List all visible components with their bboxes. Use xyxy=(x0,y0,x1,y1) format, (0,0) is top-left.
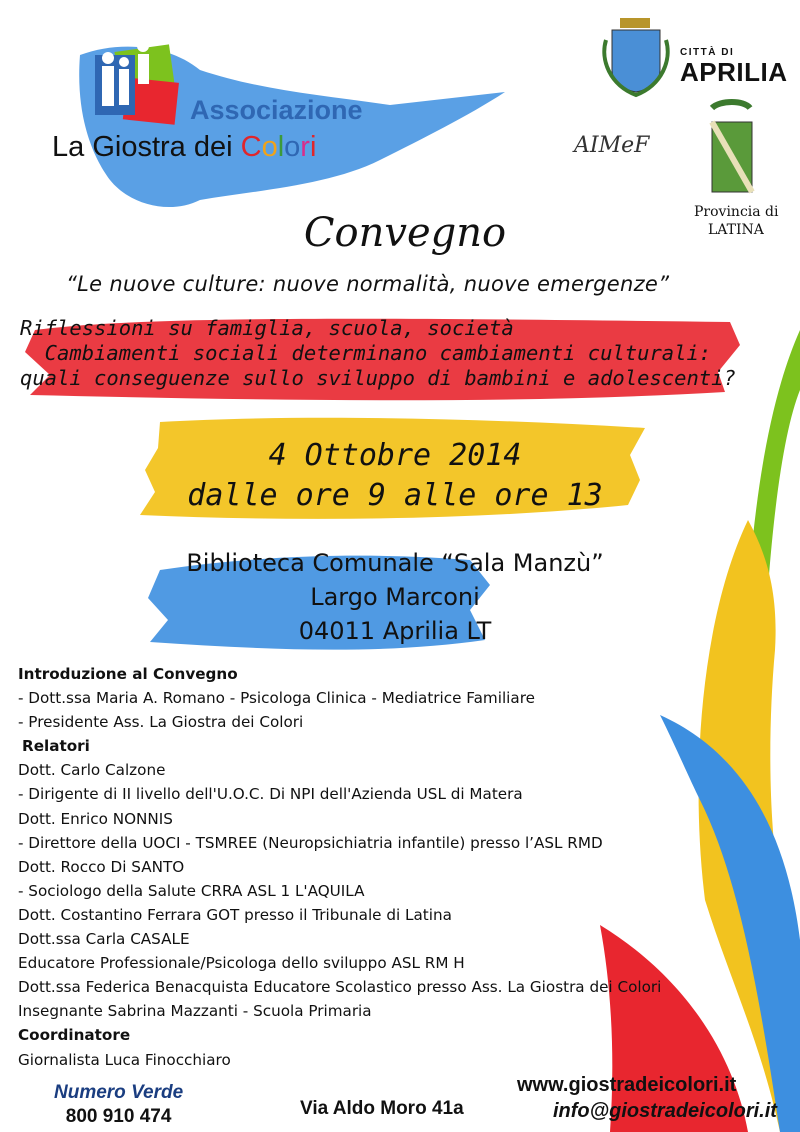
venue-street: Largo Marconi xyxy=(310,583,480,611)
event-subtitle: “Le nuove culture: nuove normalità, nuove emergenze” xyxy=(66,272,670,296)
event-venue xyxy=(0,546,790,648)
city-name: APRILIA xyxy=(680,57,788,87)
program-line: Educatore Professionale/Psicologa dello sviluppo ASL RM H xyxy=(18,954,465,973)
program-line: Insegnante Sabrina Mazzanti - Scuola Primaria xyxy=(18,1002,372,1021)
program-line: Dott.ssa Federica Benacquista Educatore Scolastico presso Ass. La Giostra dei Colori xyxy=(18,978,662,997)
program-line: Giornalista Luca Finocchiaro xyxy=(18,1050,231,1069)
logo-letter: C xyxy=(240,131,262,163)
program-line: - Sociologo della Salute CRRA ASL 1 L'AQUILA xyxy=(18,881,365,900)
program-heading: Relatori xyxy=(22,737,90,756)
program-line: Dott. Costantino Ferrara GOT presso il Tribunale di Latina xyxy=(18,905,452,924)
program-line: Dott. Enrico NONNIS xyxy=(18,809,173,828)
footer-address: Via Aldo Moro 41a xyxy=(300,1098,464,1119)
program-line: Dott. Rocco Di SANTO xyxy=(18,857,185,876)
city-label-small: CITTÀ DI xyxy=(680,47,735,58)
province-name: LATINA xyxy=(708,222,764,238)
reflection-line: quali conseguenze sullo sviluppo di bambini e adolescenti? xyxy=(20,366,736,390)
logo-letter: o xyxy=(284,131,301,163)
event-reflections xyxy=(20,316,736,391)
logo-figures-icon xyxy=(95,40,179,125)
logo-letter: i xyxy=(309,131,317,163)
aime-logo: AIMeF xyxy=(574,133,650,158)
logo-letter: o xyxy=(261,131,278,163)
reflection-line: Cambiamenti sociali determinano cambiamenti culturali: xyxy=(20,341,712,365)
logo-association-label: Associazione xyxy=(190,95,363,125)
event-date: 4 Ottobre 2014 xyxy=(268,438,522,473)
program-line: - Direttore della UOCI - TSMREE (Neuropsichiatria infantile) presso l’ASL RMD xyxy=(18,833,603,852)
logo-letter: l xyxy=(277,131,285,163)
program-list xyxy=(18,662,661,1072)
province-crest-icon xyxy=(712,102,752,192)
aprilia-crest-icon xyxy=(604,18,667,95)
program-line: Dott. Carlo Calzone xyxy=(18,761,166,780)
program-line: - Dott.ssa Maria A. Romano - Psicologa Clinica - Mediatrice Familiare xyxy=(18,689,535,708)
event-heading: Convegno xyxy=(303,210,507,256)
footer-website-link[interactable]: www.giostradeicolori.it xyxy=(517,1074,737,1096)
logo-letter: r xyxy=(300,131,310,163)
footer-email-link[interactable]: info@giostradeicolori.it xyxy=(553,1100,777,1122)
phone-number[interactable]: 800 910 474 xyxy=(65,1106,172,1127)
program-heading: Introduzione al Convegno xyxy=(18,665,238,683)
phone-label: Numero Verde xyxy=(54,1082,184,1103)
logo-prefix: La Giostra dei xyxy=(52,131,241,163)
program-line: - Presidente Ass. La Giostra dei Colori xyxy=(18,713,304,732)
program-line: - Dirigente di II livello dell'U.O.C. Di NPI dell'Azienda USL di Matera xyxy=(18,785,523,804)
footer-phone xyxy=(54,1081,183,1129)
province-label: Provincia di xyxy=(694,204,779,220)
event-time: dalle ore 9 alle ore 13 xyxy=(187,478,603,513)
reflection-line: Riflessioni su famiglia, scuola, società xyxy=(20,316,514,340)
logo-giostra-label xyxy=(52,131,316,164)
event-date-block xyxy=(0,436,790,516)
venue-name: Biblioteca Comunale “Sala Manzù” xyxy=(186,549,604,577)
venue-city: 04011 Aprilia LT xyxy=(298,617,492,645)
program-line: Dott.ssa Carla CASALE xyxy=(18,930,190,949)
program-heading: Coordinatore xyxy=(18,1026,131,1045)
